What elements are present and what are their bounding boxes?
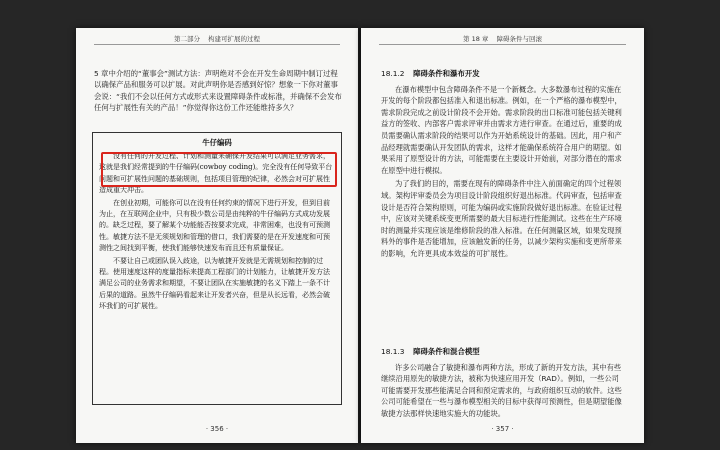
section-2 [381, 346, 626, 420]
header-rule [94, 44, 340, 45]
sidebar-body [99, 151, 336, 402]
highlight-annotation [101, 152, 337, 187]
chapter-label: 第 18 章 [463, 35, 489, 43]
section-title: 障碍条件和瀑布开发 [413, 69, 480, 78]
section-number: 18.1.2 [381, 69, 405, 78]
section-number: 18.1.3 [381, 347, 405, 356]
body-paragraph: 在瀑布模型中包含障碍条件不是一个新概念。大多数瀑布过程的实施在开发的每个阶段都包括准入和退出标准。例如，在一个严格的瀑布模型中，需求阶段完成之前设计阶段不会开始。需求阶段的出口标准可能包括关键利益方的签收、内部客户需求评审并由需求方进行审查。在通过后，重要的成员需要确认需求阶段的结果可以作为开始系统设计的基础。因此，用户和产品经理就需要确认开发团队的需求，这样才能确保系统符合用户的期望。如果采用了原型设计的方法，可能需要在主要设计开始前，对部分潜在的需求在原型中进行模拟。 [381, 84, 622, 175]
section-title: 障碍条件和混合模型 [413, 347, 480, 356]
chapter-title: 障碍条件与回滚 [496, 35, 542, 43]
intro-paragraph: 5 章中介绍的“董事会”测试方法：声明绝对不会在开发生命周期中制订过程以确保产品和服务可以扩展。对此声明你是否感到好惊？想象一下你对董事会说：“我们不会以任何方式或形式来设置障碍条件或标准，并确保不会发布任何与扩展性有关的产品！”你觉得你这份工作还能维持多久？ [94, 69, 342, 112]
sidebar-paragraph: 不要让自己或团队误入歧途，以为敏捷开发就是无需规划和控制的过程。使用速度这样的度量指标来提高工程部门的计划能力，让敏捷开发方法满足公司的业务需求和期望，不要让团队在实施敏捷的名义下踏上一条不计后果的道路。虽然牛仔编码看起来让开发者兴奋，但是从长远看，必然会破坏我们的可扩展性。 [99, 256, 330, 311]
section-heading [381, 68, 626, 80]
running-head [361, 34, 644, 43]
part-label: 第二部分 [173, 35, 200, 43]
body-paragraph: 为了我们的目的，需要在现有的障碍条件中注入前面确定的四个过程领域。架构评审委员会为项目设计阶段组织好退出标准。代码审查，包括审查设计是否符合架构原则，可能为编码或实施阶段做好退出标准。在验证过程中，应该对关键系统变更所需要的最大目标进行性能测试。这些在生产环境时的测量并实现应该是维修阶段的准入标准。在任何测量区域，如果发现预料外的事件是否能增加，应该触发新的任务，以减少架构实施和变更所带来的影响，允许更具成本效益的可扩展性。 [381, 179, 622, 258]
sidebar-title: 牛仔编码 [202, 138, 232, 147]
body-paragraph: 许多公司融合了敏捷和瀑布两种方法，形成了新的开发方法，其中有些继续沿用原先的敏捷方法，被称为快速应用开发（RAD）。例如，一些公司可能需要开发那些能满足合同和预定需求的，与政府组织互动的软件。这些公司可能希望在一些与瀑布模型相关的目标中获得可预测性，但是期望能像敏捷方法那样快速地实施大的功能块。 [381, 362, 622, 418]
page-number: · 356 · [205, 425, 229, 433]
section-1 [381, 68, 626, 260]
sidebar-paragraph: 没有任何的开发过程、计划和测量来确保开发结果可以满足业务需求，这就是我们经常提到的牛仔编码(cowboy coding)。完全没有任何导致平台问题和可扩展性问题的基础规则，包括项目管理的纪律，必然会对可扩展性造成重大冲击。 [99, 152, 333, 195]
left-page [76, 28, 358, 443]
part-title: 构建可扩展的过程 [208, 35, 261, 43]
sidebar-paragraph: 在创业初期，可能你可以在没有任何约束的情况下进行开发，但到目前为止，在互联网企业中，只有极少数公司是由纯粹的牛仔编码方式成功发展的。缺乏过程，要了解某个功能能否按要求完成，非常困难，也没有可预测性。敏捷方法不是无须规划和管理的借口，我们需要的是在开发速度和可预测性之间找到平衡，使我们能够快速发布而且还有质量保证。 [99, 198, 330, 253]
right-page [361, 28, 644, 443]
header-rule [379, 44, 626, 45]
page-number: · 357 · [491, 425, 514, 433]
section-heading [381, 346, 626, 358]
running-head [76, 34, 358, 43]
